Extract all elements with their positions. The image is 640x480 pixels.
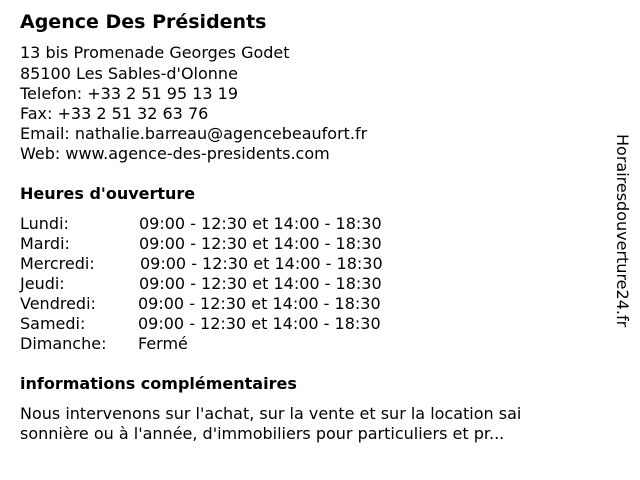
day-hours: 09:00 - 12:30 et 14:00 - 18:30 [140, 254, 383, 273]
day-label: Jeudi: [20, 274, 65, 293]
day-label: Lundi: [20, 214, 69, 233]
day-label: Vendredi: [20, 294, 96, 313]
day-label: Mercredi: [20, 254, 95, 273]
hours-row-saturday [20, 314, 440, 334]
hours-row-wednesday [20, 254, 440, 274]
day-hours: 09:00 - 12:30 et 14:00 - 18:30 [139, 214, 382, 233]
day-hours: 09:00 - 12:30 et 14:00 - 18:30 [139, 234, 382, 253]
phone-line: Telefon: +33 2 51 95 13 19 [20, 84, 239, 103]
hours-row-sunday [20, 334, 440, 354]
business-name: Agence Des Présidents [20, 11, 267, 33]
day-label: Samedi: [20, 314, 86, 333]
additional-info-heading: informations complémentaires [20, 374, 297, 393]
fax-line: Fax: +33 2 51 32 63 76 [20, 104, 209, 123]
day-hours: 09:00 - 12:30 et 14:00 - 18:30 [139, 274, 382, 293]
address-city: 85100 Les Sables-d'Olonne [20, 64, 238, 83]
hours-row-thursday [20, 274, 440, 294]
description-line-1: Nous intervenons sur l'achat, sur la vente et sur la location sai [20, 404, 522, 423]
web-line: Web: www.agence-des-presidents.com [20, 144, 330, 163]
day-hours: Fermé [138, 334, 188, 353]
description-line-2: sonnière ou à l'année, d'immobiliers pour particuliers et pr... [20, 424, 505, 443]
site-watermark-text: Horairesdouverture24.fr [613, 134, 632, 328]
hours-row-monday [20, 214, 440, 234]
hours-row-tuesday [20, 234, 440, 254]
day-label: Mardi: [20, 234, 70, 253]
address-street: 13 bis Promenade Georges Godet [20, 43, 290, 62]
email-line: Email: nathalie.barreau@agencebeaufort.fr [20, 124, 368, 143]
opening-hours-heading: Heures d'ouverture [20, 184, 196, 203]
day-hours: 09:00 - 12:30 et 14:00 - 18:30 [138, 314, 381, 333]
day-label: Dimanche: [20, 334, 107, 353]
day-hours: 09:00 - 12:30 et 14:00 - 18:30 [138, 294, 381, 313]
hours-row-friday [20, 294, 440, 314]
site-watermark [612, 134, 632, 370]
